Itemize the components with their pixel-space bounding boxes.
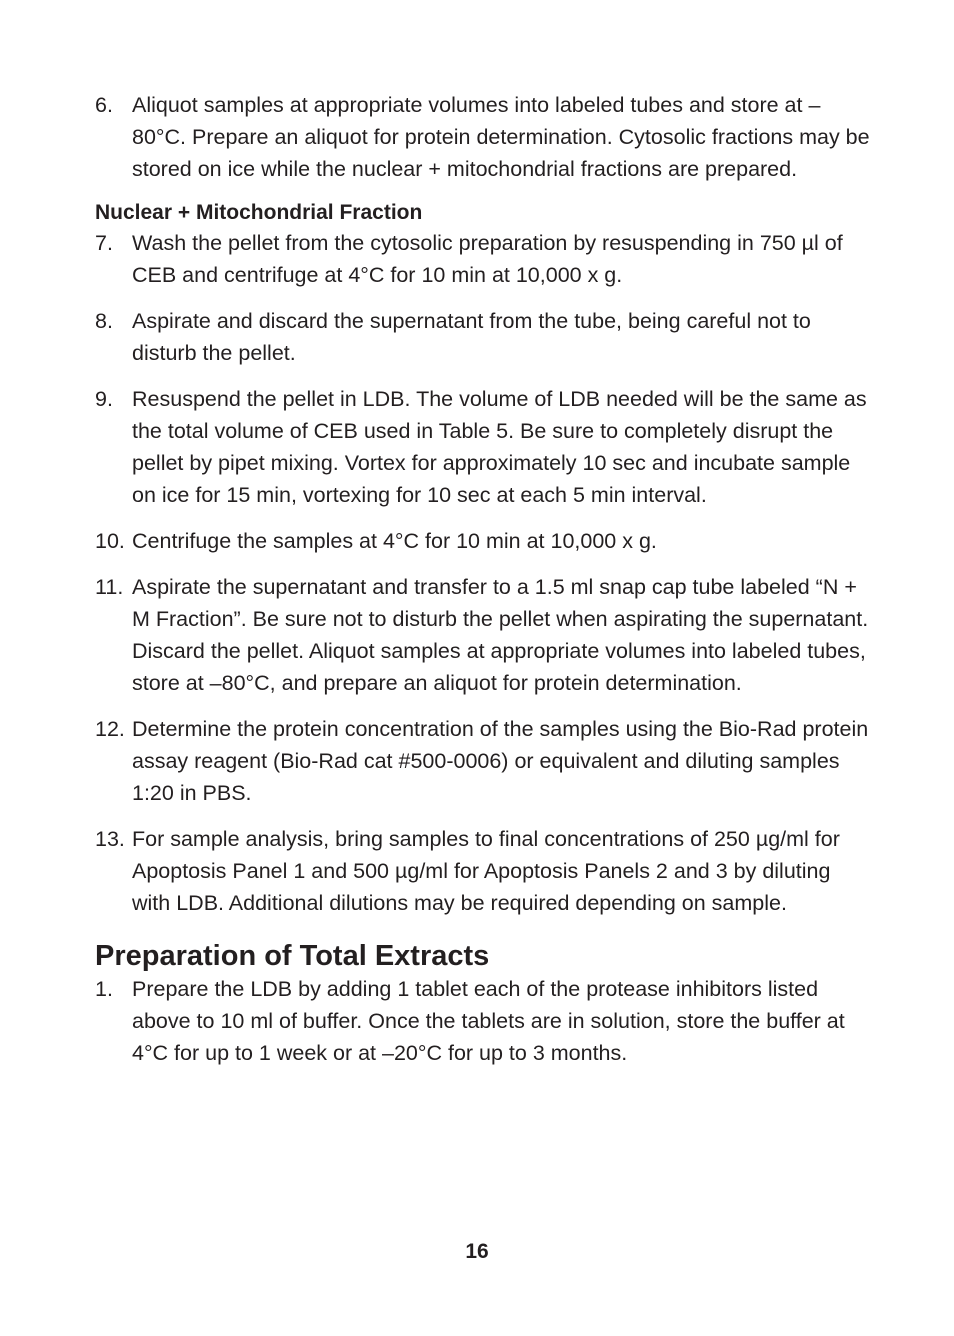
step-text: Wash the pellet from the cytosolic preparation by resuspending in 750 µl of CEB and centrifuge at 4°C for 10 min at 10,000 x g. [132,231,843,287]
step-item [95,823,870,919]
step-number: 10. [95,529,125,553]
step-number: 1. [95,977,113,1001]
step-number: 8. [95,309,113,333]
step-item [95,525,870,557]
step-text: Determine the protein concentration of the samples using the Bio-Rad protein assay reagent (Bio-Rad cat #500-0006) or equivalent and diluting samples 1:20 in PBS. [132,717,869,805]
step-text: Centrifuge the samples at 4°C for 10 min at 10,000 x g. [132,529,657,553]
page-content [95,89,870,1083]
step-text: Aspirate the supernatant and transfer to a 1.5 ml snap cap tube labeled “N + M Fraction”. Be sure not to disturb the pellet when aspirating the supernatant. Discard the pellet. Aliquot samples at appropriate volumes into labeled tubes, store at –80°C, and prepare an aliquot for protein determination. [132,575,869,695]
step-number: 6. [95,93,113,117]
step-text: Resuspend the pellet in LDB. The volume of LDB needed will be the same as the total volume of CEB used in Table 5. Be sure to completely disrupt the pellet by pipet mixing. Vortex for approximately 10 sec and incubate sample on ice for 15 min, vortexing for 10 sec at each 5 min interval. [132,387,867,507]
step-text: Aspirate and discard the supernatant from the tube, being careful not to disturb the pellet. [132,309,811,365]
step-item [95,713,870,809]
section-title-total-extracts: Preparation of Total Extracts [95,940,490,972]
subheading-nuclear-mitochondrial: Nuclear + Mitochondrial Fraction [95,201,423,224]
step-number: 13. [95,827,125,851]
step-number: 12. [95,717,125,741]
step-text: Prepare the LDB by adding 1 tablet each of the protease inhibitors listed above to 10 ml of buffer. Once the tablets are in solution, store the buffer at 4°C for up to 1 week or at –20°C for up to 3 months. [132,977,845,1065]
step-text: For sample analysis, bring samples to final concentrations of 250 µg/ml for Apoptosis Panel 1 and 500 µg/ml for Apoptosis Panels 2 and 3 by diluting with LDB. Additional dilutions may be required depending on sample. [132,827,840,915]
step-item [95,383,870,511]
step-item [95,571,870,699]
step-item [95,227,870,291]
step-item [95,89,870,185]
step-number: 9. [95,387,113,411]
step-item [95,973,870,1069]
step-number: 7. [95,231,113,255]
page-number: 16 [465,1240,489,1263]
step-text: Aliquot samples at appropriate volumes into labeled tubes and store at –80°C. Prepare an aliquot for protein determination. Cytosolic fractions may be stored on ice while the nuclear + mitochondrial fractions are prepared. [132,93,870,181]
step-item [95,305,870,369]
step-number: 11. [95,575,124,599]
